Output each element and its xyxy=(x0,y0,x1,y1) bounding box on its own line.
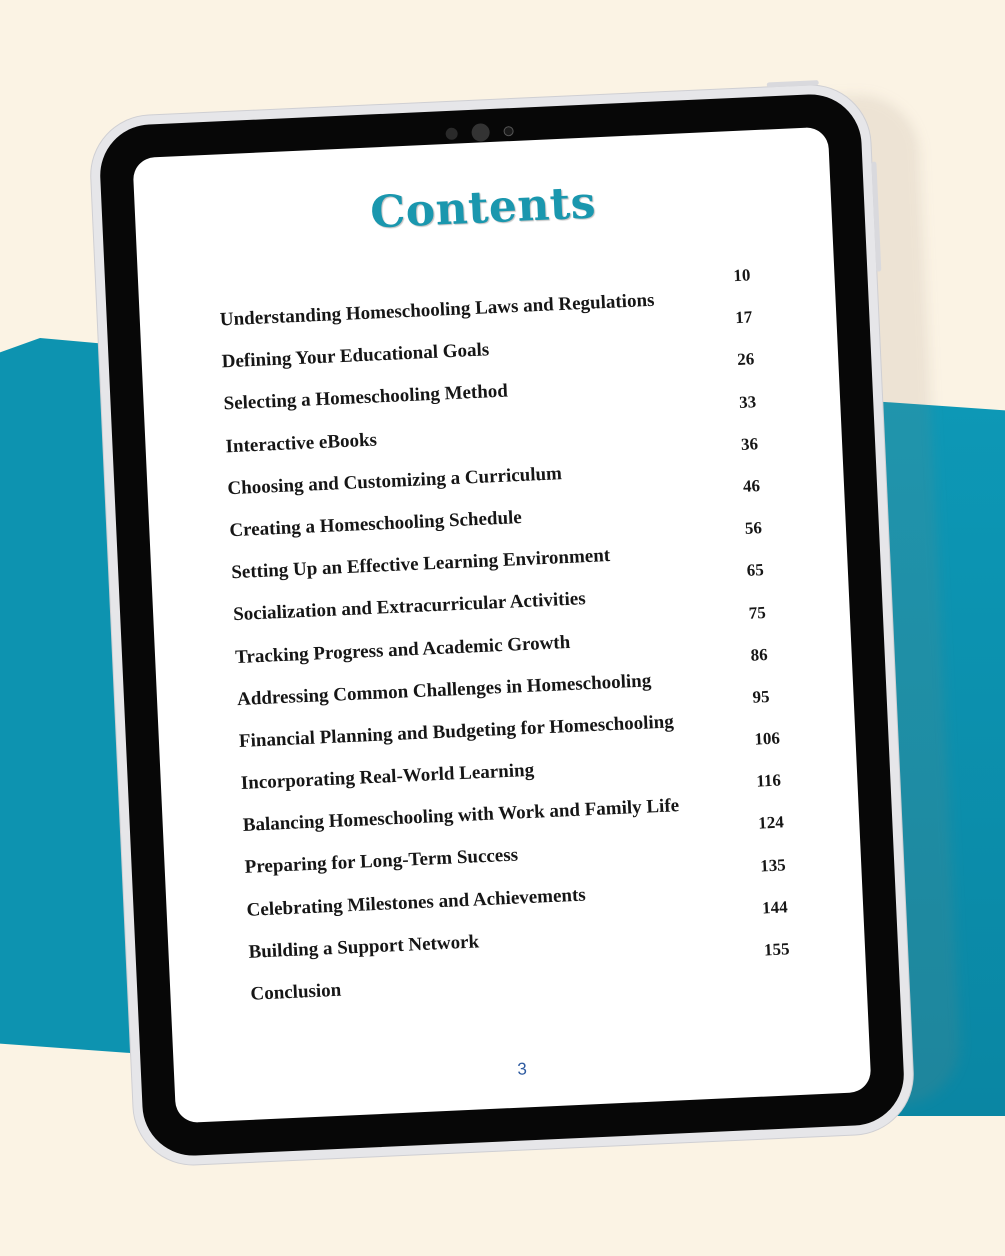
toc-title: Selecting a Homeschooling Method xyxy=(223,380,509,415)
toc-page-number: 65 xyxy=(746,560,765,581)
page-title: Contents xyxy=(369,177,597,239)
table-of-contents xyxy=(218,264,820,1006)
toc-title: Understanding Homeschooling Laws and Regulations xyxy=(219,289,655,331)
lens-icon xyxy=(503,126,513,136)
toc-title: Conclusion xyxy=(250,979,342,1005)
toc-title: Celebrating Milestones and Achievements xyxy=(246,884,587,921)
toc-page-number: 124 xyxy=(757,812,785,834)
toc-title: Building a Support Network xyxy=(248,931,480,963)
toc-title: Addressing Common Challenges in Homeschooling xyxy=(236,669,652,710)
toc-page-number: 26 xyxy=(736,349,755,370)
toc-page-number: 56 xyxy=(744,518,763,538)
toc-title: Setting Up an Effective Learning Environment xyxy=(230,545,611,584)
toc-page-number: 36 xyxy=(740,433,759,454)
toc-title: Preparing for Long-Term Success xyxy=(244,844,519,879)
toc-title: Tracking Progress and Academic Growth xyxy=(234,631,571,668)
toc-page-number: 106 xyxy=(754,728,781,749)
toc-title: Balancing Homeschooling with Work and Family Life xyxy=(242,795,680,837)
toc-page-number: 10 xyxy=(732,265,751,286)
tablet-top-button xyxy=(767,80,819,87)
camera-bar xyxy=(445,122,514,143)
toc-page-number: 17 xyxy=(734,307,753,328)
page-number: 3 xyxy=(517,1059,528,1079)
sensor-icon xyxy=(445,128,458,141)
toc-page-number: 95 xyxy=(752,686,770,707)
toc-title: Financial Planning and Budgeting for Homeschooling xyxy=(238,711,675,752)
toc-title: Choosing and Customizing a Curriculum xyxy=(227,462,563,500)
toc-page-number: 75 xyxy=(748,602,767,623)
toc-page-number: 86 xyxy=(750,644,769,665)
toc-title: Socialization and Extracurricular Activities xyxy=(232,588,587,626)
toc-page-number: 155 xyxy=(763,939,790,960)
toc-title: Defining Your Educational Goals xyxy=(221,339,490,373)
toc-page-number: 46 xyxy=(742,476,761,496)
tablet-device xyxy=(89,83,916,1167)
toc-page-number: 144 xyxy=(761,897,789,918)
toc-title: Interactive eBooks xyxy=(225,429,378,457)
toc-page-number: 33 xyxy=(738,391,757,412)
toc-title: Creating a Homeschooling Schedule xyxy=(228,506,523,542)
camera-icon xyxy=(471,123,490,142)
toc-page-number: 116 xyxy=(755,770,782,791)
toc-title: Incorporating Real-World Learning xyxy=(240,759,535,795)
toc-page-number: 135 xyxy=(759,855,787,876)
tablet-screen xyxy=(132,127,871,1124)
